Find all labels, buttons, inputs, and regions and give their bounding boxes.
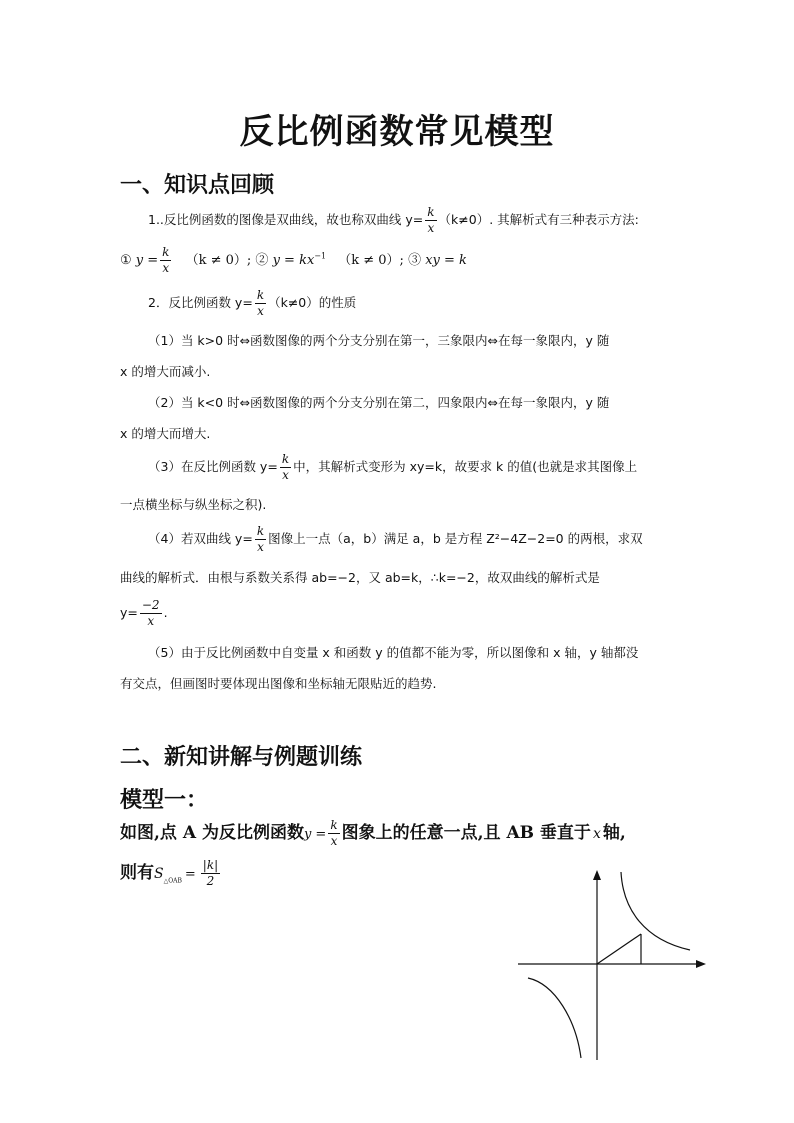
hyperbola-branch-first-quadrant xyxy=(621,872,690,950)
area-equals: = xyxy=(184,867,196,882)
section-heading-review: 一、知识点回顾 xyxy=(120,172,275,198)
frac-den: x xyxy=(280,467,291,483)
property1-line2: x 的增大而减小. xyxy=(120,364,211,379)
model-line1-fraction xyxy=(328,818,339,849)
area-num: |k| xyxy=(202,858,219,872)
area-s: S xyxy=(154,866,164,882)
circle-3: ③ xyxy=(408,253,422,268)
frac-den: x xyxy=(160,260,171,276)
property5-line2: 有交点，但画图时要体现出图像和坐标轴无限贴近的趋势. xyxy=(120,676,437,691)
frac-num: k xyxy=(427,205,435,219)
area-fraction xyxy=(201,858,220,889)
item2-text-post: （k≠0）的性质 xyxy=(268,295,357,310)
model-one-heading: 模型一： xyxy=(120,787,209,813)
circle-1: ① xyxy=(120,253,132,268)
form1-fraction xyxy=(160,245,171,276)
item1-text-pre: 1..反比例函数的图像是双曲线，故也称双曲线 y= xyxy=(148,212,424,227)
y-axis-arrow xyxy=(593,870,601,880)
form2-exponent: −1 xyxy=(314,251,327,261)
model-line1-eq: y = xyxy=(303,827,327,842)
item2-text-pre: 2．反比例函数 y= xyxy=(148,295,253,310)
property2-line2: x 的增大而增大. xyxy=(120,426,211,441)
form3: xy = k xyxy=(425,253,467,268)
model-line1-pre: 如图,点 A 为反比例函数 xyxy=(120,823,304,843)
frac-num: k xyxy=(256,288,265,302)
item1-line xyxy=(148,205,639,236)
model-one-statement-line1 xyxy=(120,818,626,849)
property4-line2: 曲线的解析式．由根与系数关系得 ab=−2，又 ab=k，∴k=−2，故双曲线的解析式是 xyxy=(120,570,600,585)
p4-text-post: 图像上一点（a，b）满足 a，b 是方程 Z²−4Z−2=0 的两根，求双 xyxy=(268,531,643,546)
model-line1-x: x xyxy=(592,826,601,842)
p3-text-post: 中，其解析式变形为 xy=k，故要求 k 的值(也就是求其图像上 xyxy=(293,459,638,474)
model-one-statement-line2 xyxy=(120,858,222,889)
p4-fraction xyxy=(255,524,266,555)
frac-num: k xyxy=(162,245,170,259)
property3-line1 xyxy=(148,452,637,483)
item2-line xyxy=(148,288,356,319)
item2-fraction xyxy=(255,288,266,319)
model-line2-pre: 则有 xyxy=(120,863,154,883)
form2: y = kx xyxy=(272,253,315,268)
form2-condition: （k ≠ 0）; xyxy=(338,253,404,268)
section-heading-lecture: 二、新知讲解与例题训练 xyxy=(120,744,363,770)
circle-2: ② xyxy=(255,253,269,268)
answer-den: x xyxy=(140,613,162,629)
p4-answer-pre: y= xyxy=(120,605,138,620)
x-axis-arrow xyxy=(696,960,706,968)
p4-answer-post: . xyxy=(163,605,168,620)
area-den: 2 xyxy=(201,873,220,889)
property5-line1: （5）由于反比例函数中自变量 x 和函数 y 的值都不能为零，所以图像和 x 轴，y 轴都没 xyxy=(148,645,639,660)
p3-text-pre: （3）在反比例函数 y= xyxy=(148,459,278,474)
answer-num: −2 xyxy=(141,598,160,612)
model-line1-end: 轴, xyxy=(602,823,626,843)
model-line1-post: 图象上的任意一点,且 AB 垂直于 xyxy=(341,823,591,843)
p3-fraction xyxy=(280,452,291,483)
area-subscript: △OAB xyxy=(163,877,182,885)
property4-line1 xyxy=(148,524,643,555)
property4-answer xyxy=(120,598,168,629)
property3-line2: 一点横坐标与纵坐标之积). xyxy=(120,497,267,512)
hyperbola-branch-third-quadrant xyxy=(528,978,581,1058)
item1-text-post: （k≠0）. 其解析式有三种表示方法: xyxy=(438,212,639,227)
fraction-k-over-x xyxy=(425,205,436,236)
frac-num: k xyxy=(256,524,265,538)
frac-den: x xyxy=(255,303,266,319)
forms-line xyxy=(120,245,467,276)
frac-num: k xyxy=(281,452,290,466)
segment-OA xyxy=(597,934,641,964)
property2-line1: （2）当 k<0 时⇔函数图像的两个分支分别在第二，四象限内⇔在每一象限内，y 随 xyxy=(148,395,610,410)
frac-den: x xyxy=(328,833,339,849)
hyperbola-diagram xyxy=(510,860,720,1065)
form1-lhs: y = xyxy=(135,253,159,268)
property1-line1: （1）当 k>0 时⇔函数图像的两个分支分别在第一，三象限内⇔在每一象限内，y 随 xyxy=(148,333,610,348)
p4-text-pre: （4）若双曲线 y= xyxy=(148,531,253,546)
frac-den: x xyxy=(425,220,436,236)
frac-num: k xyxy=(330,818,338,832)
p4-answer-fraction xyxy=(140,598,162,629)
page-title: 反比例函数常见模型 xyxy=(239,112,555,152)
frac-den: x xyxy=(255,539,266,555)
form1-condition: （k ≠ 0）; xyxy=(185,253,252,268)
